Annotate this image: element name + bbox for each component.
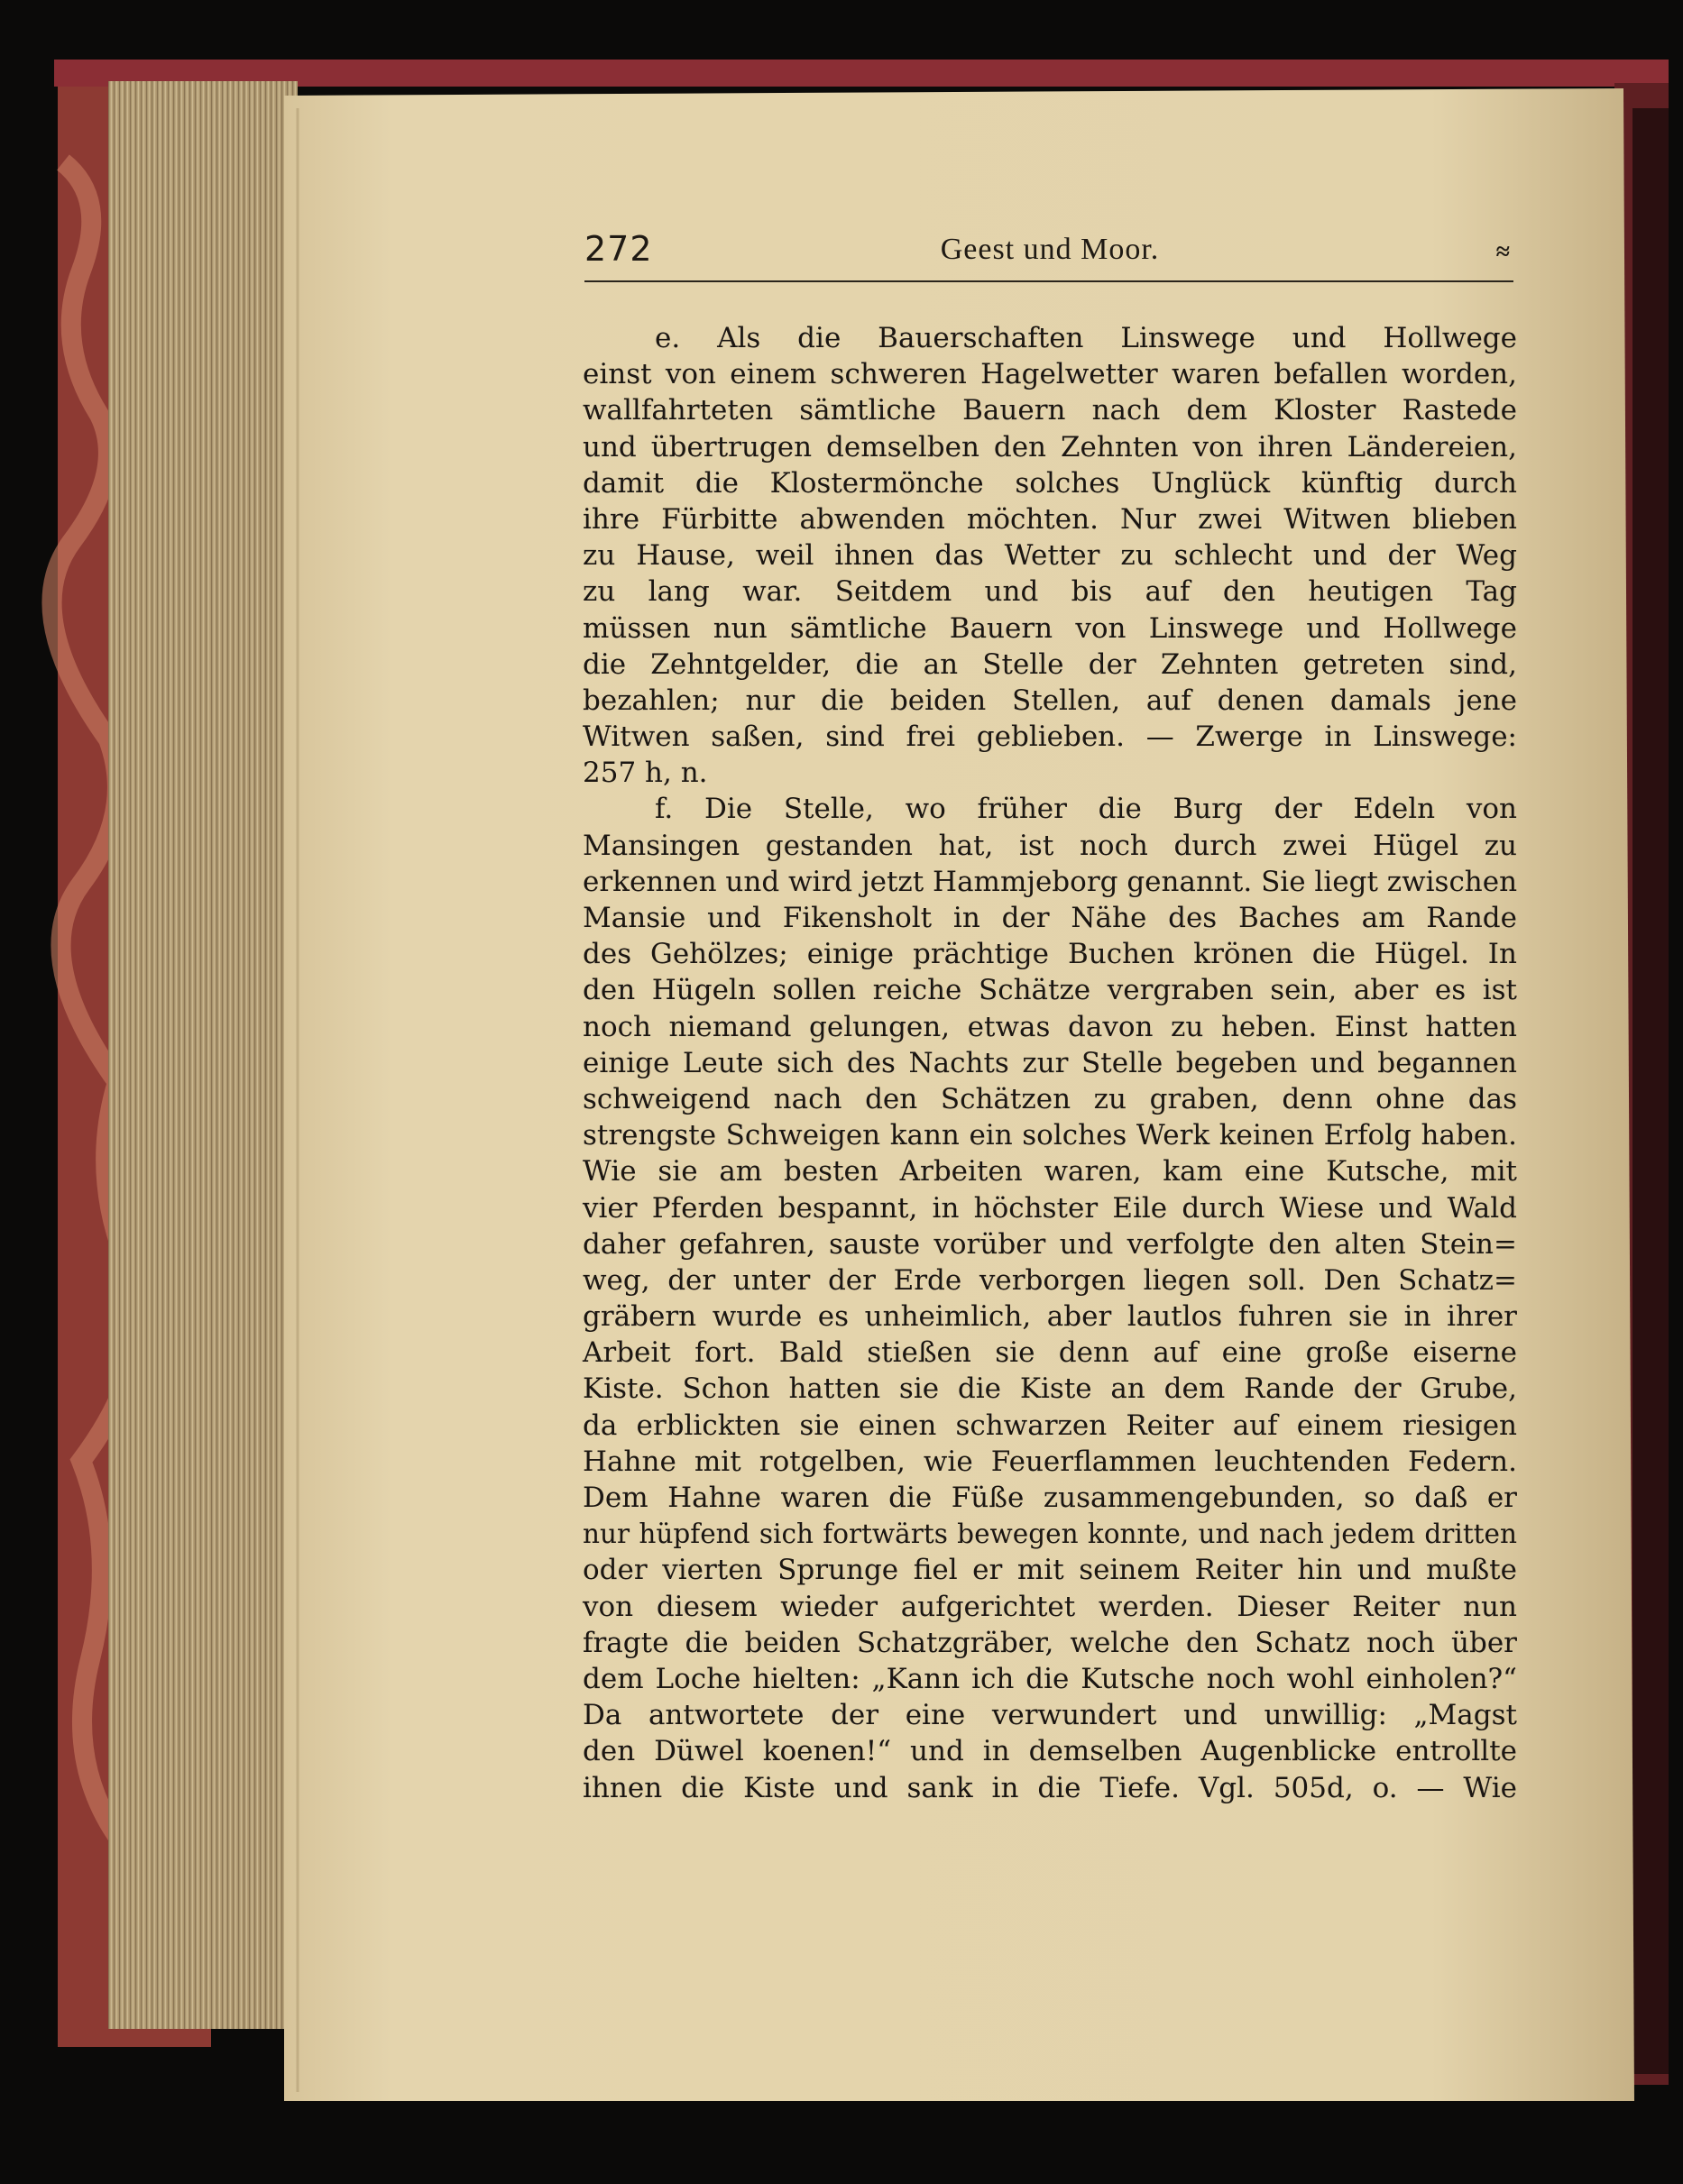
text-line: Wie sie am besten Arbeiten waren, kam eine Kutsche, mit xyxy=(583,1155,1517,1188)
text-line: und übertrugen demselben den Zehnten von ihren Ländereien, xyxy=(583,430,1517,463)
text-line: wallfahrteten sämtliche Bauern nach dem Kloster Rastede xyxy=(583,394,1517,427)
text-line: schweigend nach den Schätzen zu graben, denn ohne das xyxy=(583,1082,1517,1115)
text-line: dem Loche hielten: „Kann ich die Kutsche noch wohl einholen?“ xyxy=(583,1662,1517,1695)
text-line: Mansie und Fikensholt in der Nähe des Baches am Rande xyxy=(583,902,1517,934)
text-line: ihre Fürbitte abwenden möchten. Nur zwei Witwen blieben xyxy=(583,502,1517,536)
text-line: einige Leute sich des Nachts zur Stelle begeben und begannen xyxy=(583,1046,1517,1079)
text-line: oder vierten Sprunge fiel er mit seinem Reiter hin und mußte xyxy=(583,1554,1517,1587)
text-line: Dem Hahne waren die Füße zusammengebunden, so daß er xyxy=(583,1482,1517,1514)
page-edge-stack xyxy=(108,81,298,2029)
text-line: zu Hause, weil ihnen das Wetter zu schlecht und der Weg xyxy=(583,539,1517,573)
text-line: daher gefahren, sauste vorüber und verfolgte den alten Stein= xyxy=(583,1227,1517,1261)
page-header xyxy=(584,229,1515,276)
text-line: zu lang war. Seitdem und bis auf den heutigen Tag xyxy=(583,575,1517,609)
catchword-mark: ≈ xyxy=(1495,238,1510,266)
body-text xyxy=(583,320,1517,1806)
text-line: Mansingen gestanden hat, ist noch durch zwei Hügel zu xyxy=(583,829,1517,862)
text-line: noch niemand gelungen, etwas davon zu heben. Einst hatten xyxy=(583,1010,1517,1043)
page-number: 272 xyxy=(584,229,653,269)
header-rule xyxy=(584,280,1513,282)
text-line: damit die Klostermönche solches Unglück künftig durch xyxy=(583,466,1517,500)
text-line: ihnen die Kiste und sank in die Tiefe. Vgl. 505d, o. — Wie xyxy=(583,1771,1517,1804)
text-line: weg, der unter der Erde verborgen liegen soll. Den Schatz= xyxy=(583,1263,1517,1297)
text-line: gräbern wurde es unheimlich, aber lautlos fuhren sie in ihrer xyxy=(583,1300,1517,1334)
text-line: bezahlen; nur die beiden Stellen, auf denen damals jene xyxy=(583,684,1517,717)
running-title: Geest und Moor. xyxy=(940,233,1160,266)
paragraph-e xyxy=(583,320,1517,791)
text-line: den Hügeln sollen reiche Schätze vergraben sein, aber es ist xyxy=(583,974,1517,1007)
text-line: Da antwortete der eine verwundert und unwillig: „Magst xyxy=(583,1699,1517,1732)
text-line: da erblickten sie einen schwarzen Reiter auf einem riesigen xyxy=(583,1409,1517,1442)
text-line: Hahne mit rotgelben, wie Feuerflammen leuchtenden Federn. xyxy=(583,1445,1517,1478)
text-line: fragte die beiden Schatzgräber, welche den Schatz noch über xyxy=(583,1626,1517,1659)
paragraph-f xyxy=(583,791,1517,1805)
text-line: erkennen und wird jetzt Hammjeborg genannt. Sie liegt zwischen xyxy=(583,865,1518,898)
text-line: strengste Schweigen kann ein solches Werk keinen Erfolg haben. xyxy=(583,1119,1517,1152)
text-line: Kiste. Schon hatten sie die Kiste an dem Rande der Grube, xyxy=(583,1372,1517,1406)
text-line: nur hüpfend sich fortwärts bewegen konnte, und nach jedem dritten xyxy=(583,1519,1517,1550)
text-line: einst von einem schweren Hagelwetter waren befallen worden, xyxy=(583,358,1517,391)
text-line: die Zehntgelder, die an Stelle der Zehnten getreten sind, xyxy=(583,647,1517,681)
text-line: e. Als die Bauerschaften Linswege und Hollwege xyxy=(655,322,1517,354)
text-line: Witwen saßen, sind frei geblieben. — Zwerge in Linswege: xyxy=(583,720,1517,754)
text-line: des Gehölzes; einige prächtige Buchen krönen die Hügel. In xyxy=(583,938,1517,971)
text-line: müssen nun sämtliche Bauern von Linswege und Hollwege xyxy=(583,611,1517,645)
text-line: f. Die Stelle, wo früher die Burg der Edeln von xyxy=(655,793,1517,826)
text-line: vier Pferden bespannt, in höchster Eile durch Wiese und Wald xyxy=(583,1191,1517,1225)
text-line: den Düwel koenen!“ und in demselben Augenblicke entrollte xyxy=(583,1735,1517,1768)
text-line: 257 h, n. xyxy=(583,757,708,790)
text-line: von diesem wieder aufgerichtet werden. Dieser Reiter nun xyxy=(583,1590,1517,1623)
text-line: Arbeit fort. Bald stießen sie denn auf eine große eiserne xyxy=(583,1336,1517,1370)
